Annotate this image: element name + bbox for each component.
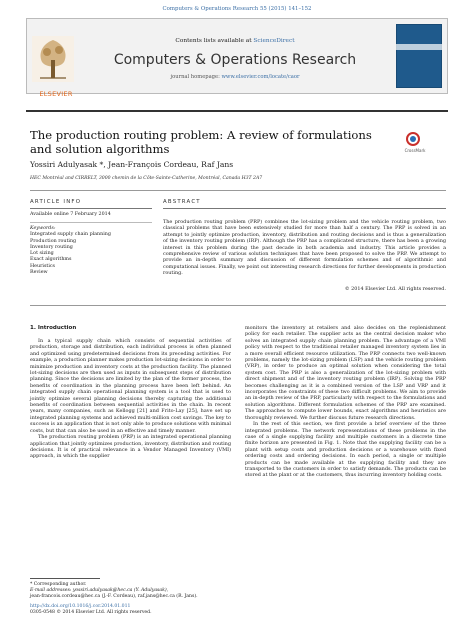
sciencedirect-link[interactable]: ScienceDirect [253, 38, 295, 44]
history-rule [30, 222, 152, 223]
journal-title: Computers & Operations Research [113, 52, 357, 68]
meta-divider [30, 190, 446, 191]
introduction-heading: 1. Introduction [30, 325, 77, 331]
author-affiliation: HEC Montréal and CIRRELT, 3000 chemin de la Côte-Sainte-Catherine, Montréal, Canada H3T 2A7 [30, 176, 263, 181]
keyword-item: Production routing [30, 238, 77, 244]
elsevier-tree-logo [32, 36, 74, 82]
body-paragraph: monitors the inventory at retailers and also decides on the replenishment policy for each retailer. The supplier acts as the central decision maker who solves an integrated supply chain planning problem. The advantage of a VMI policy with respect to the traditional retailer managed inventory system lies in a more overall efficient resource utilization. The PRP connects two well-known problems, namely the lot-sizing problem (LSP) and the vehicle routing problem (VRP), in order to produce an optimal solution when considering the total system cost. The PRP is also a generalization of the lot-sizing problem with direct shipment and of the inventory routing problem (IRP). Solving the PRP becomes challenging as it is a combined version of the LSP and VRP and it incorporates the constraints of these two difficult problems. We aim to provide an in-depth review of the PRP, particularly with respect to the formulations and solution algorithms. Different formulation schemes of the PRP are examined. The approaches to compute lower bounds, exact algorithms and heuristics are thoroughly reviewed. We further discuss future research directions. [245, 325, 446, 421]
keywords-label: Keywords: [30, 226, 56, 231]
publisher-name: ELSEVIER [39, 90, 73, 98]
keyword-item: Lot sizing [30, 251, 54, 257]
homepage-link[interactable]: www.elsevier.com/locate/caor [221, 74, 300, 80]
article-authors: Yossiri Adulyasak *, Jean-François Cordeau, Raf Jans [30, 160, 234, 169]
keyword-item: Exact algorithms [30, 257, 72, 263]
doi-link[interactable]: http://dx.doi.org/10.1016/j.cor.2014.01.011 [30, 604, 131, 609]
abstract-rule [163, 208, 446, 209]
abstract-copyright: © 2014 Elsevier Ltd. All rights reserved. [344, 286, 446, 292]
homepage-prefix: journal homepage: [170, 74, 222, 80]
corresponding-author-note: * Corresponding author. [30, 582, 87, 587]
footnote-block [30, 582, 240, 599]
left-text-column [30, 338, 231, 460]
article-info-heading: ARTICLE INFO [30, 199, 82, 205]
crossmark-icon-center [410, 136, 416, 142]
journal-cover-image [396, 24, 442, 88]
keyword-item: Review [30, 270, 48, 276]
email-addresses-line2[interactable]: jean-francois.cordeau@hec.ca (J.-F. Cordeau), raf.jans@hec.ca (R. Jans). [30, 593, 198, 599]
article-info-rule [30, 208, 152, 209]
contents-prefix: Contents lists available at [175, 38, 254, 44]
crossmark-label: CrossMark [404, 148, 426, 153]
keywords-block [30, 226, 152, 276]
issn-line: 0305-0548 © 2014 Elsevier Ltd. All rights reserved. [30, 609, 152, 615]
header-divider [26, 110, 448, 112]
abstract-bottom-divider [30, 305, 446, 306]
contents-availability [90, 38, 380, 44]
abstract-text: The production routing problem (PRP) combines the lot-sizing problem and the vehicle routing problem, two classical problems that have been extensively studied for more than half a century. The PRP is solved in an attempt to jointly optimize production, inventory, distribution and routing decisions and is thus a generalization of the inventory routing problem (IRP). Although the PRP has a complicated structure, there has been a growing interest in this problem during the past decade in both academia and industry. This article provides a comprehensive review of various solution techniques that have been proposed to solve the PRP. We attempt to provide an in-depth summary and discussion of different formulation schemes and of algorithmic and computational issues. Finally, we point out interesting research directions for further developments in production routing. [163, 219, 446, 277]
keyword-item: Integrated supply chain planning [30, 232, 111, 238]
doi-block [30, 604, 240, 616]
article-title: The production routing problem: A review of formulations and solution algorithms [30, 128, 372, 156]
keyword-item: Heuristics [30, 263, 56, 269]
keyword-item: Inventory routing [30, 244, 73, 250]
journal-reference[interactable]: Computers & Operations Research 55 (2015) 141–152 [162, 6, 312, 12]
email-addresses-line1[interactable]: E-mail addresses: yossiri.adulyasak@hec.ca (Y. Adulyasak), [30, 587, 169, 593]
body-paragraph: In a typical supply chain which consists of sequential activities of production, storage and distribution, each individual process is often planned and optimized using predetermined decisions from its preceding activities. For example, a production planner makes production lot-sizing decisions in order to minimize production and inventory costs at the production facility. The planned lot-sizing decisions are then used as inputs in subsequent steps of distribution planning. Since the decisions are limited by the plan of the former process, the benefits of coordination in the planning process have been left behind. An integrated supply chain operational planning system is a tool that is used to jointly optimize several planning decisions thereby capturing the additional benefits of coordination between sequential activities in the chain. In recent years, many companies, such as Kellogg [21] and Frito-Lay [25], have set up integrated planning systems and achieved multi-million cost savings. The key to success is an application that is not only able to produce solutions with minimal costs, but that can also be used in an effective and timely manner. [30, 338, 231, 434]
footnote-rule [30, 578, 100, 579]
body-paragraph: The production routing problem (PRP) is an integrated operational planning application that jointly optimizes production, inventory, distribution and routing decisions. It is of practical relevance in a Vendor Managed Inventory (VMI) approach, in which the supplier [30, 434, 231, 460]
body-paragraph: In the rest of this section, we first provide a brief overview of the three integrated problems. The network representations of these problems in the case of a single supplying facility and multiple customers in a discrete time finite horizon are presented in Fig. 1. Note that the supplying facility can be a plant with setup costs and production decisions or a warehouse with fixed ordering costs and ordering decisions. In each period, a single or multiple products can be made available at the supplying facility and they are transported to the customers in order to satisfy demands. The products can be stored at the plant or at the customers, thus incurring inventory holding costs. [245, 421, 446, 479]
article-history: Available online 7 February 2014 [30, 212, 111, 217]
right-text-column [245, 325, 446, 479]
abstract-heading: ABSTRACT [163, 199, 201, 205]
journal-cover-stripe [396, 44, 442, 50]
journal-homepage [90, 74, 380, 80]
